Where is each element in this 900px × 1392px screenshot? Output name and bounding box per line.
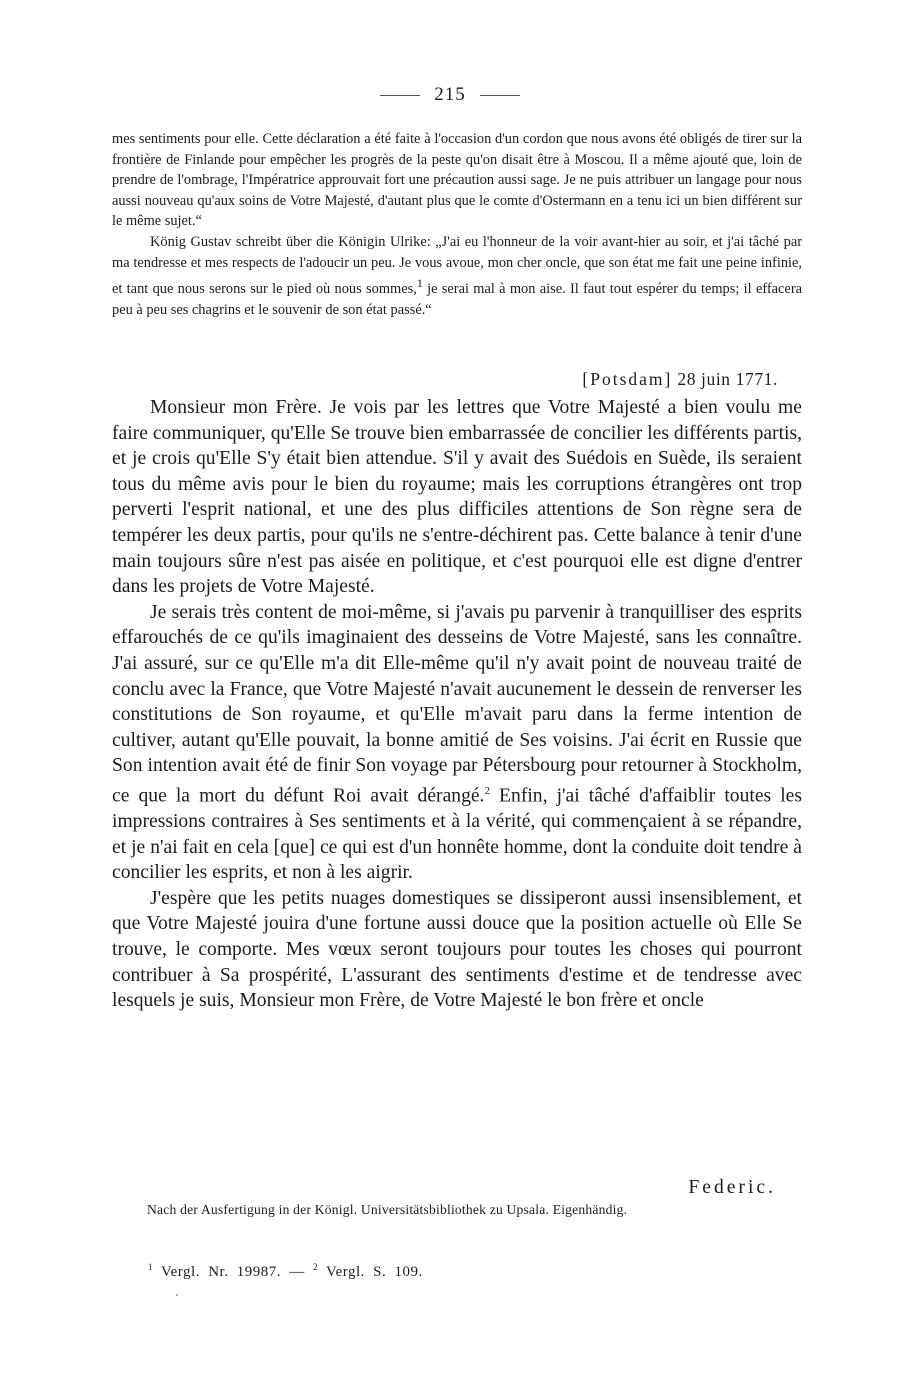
page-header xyxy=(0,84,900,106)
page-speck xyxy=(176,1294,178,1296)
letter-paragraph-2-text-end: Enfin, j'ai tâché d'affaiblir toutes les impressions contraires à Ses sentiments et à la vérité, qui commençaient à se répandre, et je n'ai fait en cela [que] ce qui est d'un honnête homme, dont la conduite doit tendre à concilier les esprits, et non à les aigrir. xyxy=(112,785,802,884)
source-note: Nach der Ausfertigung in der Königl. Universitätsbibliothek zu Upsala. Eigenhändig. xyxy=(147,1202,628,1217)
intro-paragraph-2-text: König Gustav schreibt über die Königin Ulrike: „J'ai eu l'honneur de la voir avant-hier au soir, et j'ai tâché par ma tendresse et mes respects de l'adoucir un peu. Je vous avoue, mon cher oncle, que son état me fait une peine infinie, et tant que nous serons sur le pied où nous sommes, xyxy=(112,233,802,297)
footnote-marker-2: 2 xyxy=(484,784,490,797)
letter-paragraph-1: Monsieur mon Frère. Je vois par les lettres que Votre Majesté a bien voulu me faire communiquer, qu'Elle Se trouve bien embarrassée de concilier les différents partis, et je crois qu'Elle S'y était bien attendue. S'il y avait des Suédois en Suède, ils seraient tous du même avis pour le bien du royaume; mais les corruptions étrangères ont trop perverti l'esprit national, et une des plus difficiles attentions de Son règne sera de tempérer les deux partis, pour qu'ils ne s'entre-déchirent pas. Cette balance à tenir d'une main toujours sûre n'est pas aisée en politique, et c'est pourquoi elle est digne d'entrer dans les projets de Votre Majesté. xyxy=(112,397,802,598)
footnote-separator: — xyxy=(289,1264,305,1280)
footnote-marker-1: 1 xyxy=(416,276,423,291)
footnotes xyxy=(148,1262,423,1281)
letter-paragraph-2-text: Je serais très content de moi-même, si j'avais pu parvenir à tranquilliser des esprits effarouchés de ce qu'ils imaginaient des desseins de Votre Majesté, sans les connaître. J'ai assuré, sur ce qu'Elle m'a dit Elle-même qu'il n'y avait point de nouveau traité de conclu avec la France, que Votre Majesté n'avait aucunement le dessein de renverser les constitutions de Son royaume, et qu'Elle m'avait paru dans la ferme intention de cultiver, autant qu'Elle pouvait, la bonne amitié de Ses voisins. J'ai écrit en Russie que Son intention avait été de finir Son voyage par Pétersbourg pour retourner à Stockholm, ce que la mort du défunt Roi avait dérangé. xyxy=(112,601,802,807)
dateline-place: [Potsdam] xyxy=(582,369,673,389)
letter-body xyxy=(112,395,802,1014)
header-rule-right xyxy=(480,95,520,96)
header-rule-left xyxy=(380,95,420,96)
footnote-1-text: Vergl. Nr. 19987. xyxy=(160,1264,281,1280)
intro-paragraph-1: mes sentiments pour elle. Cette déclaration a été faite à l'occasion d'un cordon que nous avons été obligés de tirer sur la frontière de Finlande pour empêcher les progrès de la peste qu'on disait être à Moscou. Il a même ajouté que, loin de prendre de l'ombrage, l'Impératrice approuvait fort une précaution aussi sage. Je ne puis attribuer un langage pour nous aussi nouveau qu'aux soins de Votre Majesté, d'autant plus que le comte d'Ostermann en a tenu ici un bien différent sur le même sujet.“ xyxy=(112,131,802,230)
footnote-2-marker: 2 xyxy=(312,1262,318,1272)
footnote-1-marker: 1 xyxy=(148,1262,153,1272)
intro-paragraph-2 xyxy=(112,232,802,320)
dateline-date: 28 juin 1771. xyxy=(677,369,778,389)
letter-paragraph-2 xyxy=(112,600,802,886)
signature: Federic. xyxy=(688,1177,776,1198)
page-number: 215 xyxy=(434,84,466,105)
footnote-2-text: Vergl. S. 109. xyxy=(325,1264,423,1280)
intro-paragraph-2-text-end: je serai mal à mon aise. Il faut tout espérer du temps; il effacera peu à peu ses chagrins et le souvenir de son état passé.“ xyxy=(112,280,802,318)
letter-paragraph-3: J'espère que les petits nuages domestiques se dissiperont aussi insensiblement, et que Votre Majesté jouira d'une fortune aussi douce que la position actuelle où Elle Se trouve, le comporte. Mes vœux seront toujours pour toutes les choses qui pourront contribuer à Sa prospérité, L'assurant des sentiments d'estime et de tendresse avec lesquels je suis, Monsieur mon Frère, de Votre Majesté le bon frère et oncle xyxy=(112,887,802,1012)
intro-block xyxy=(112,129,802,320)
dateline xyxy=(582,369,778,390)
